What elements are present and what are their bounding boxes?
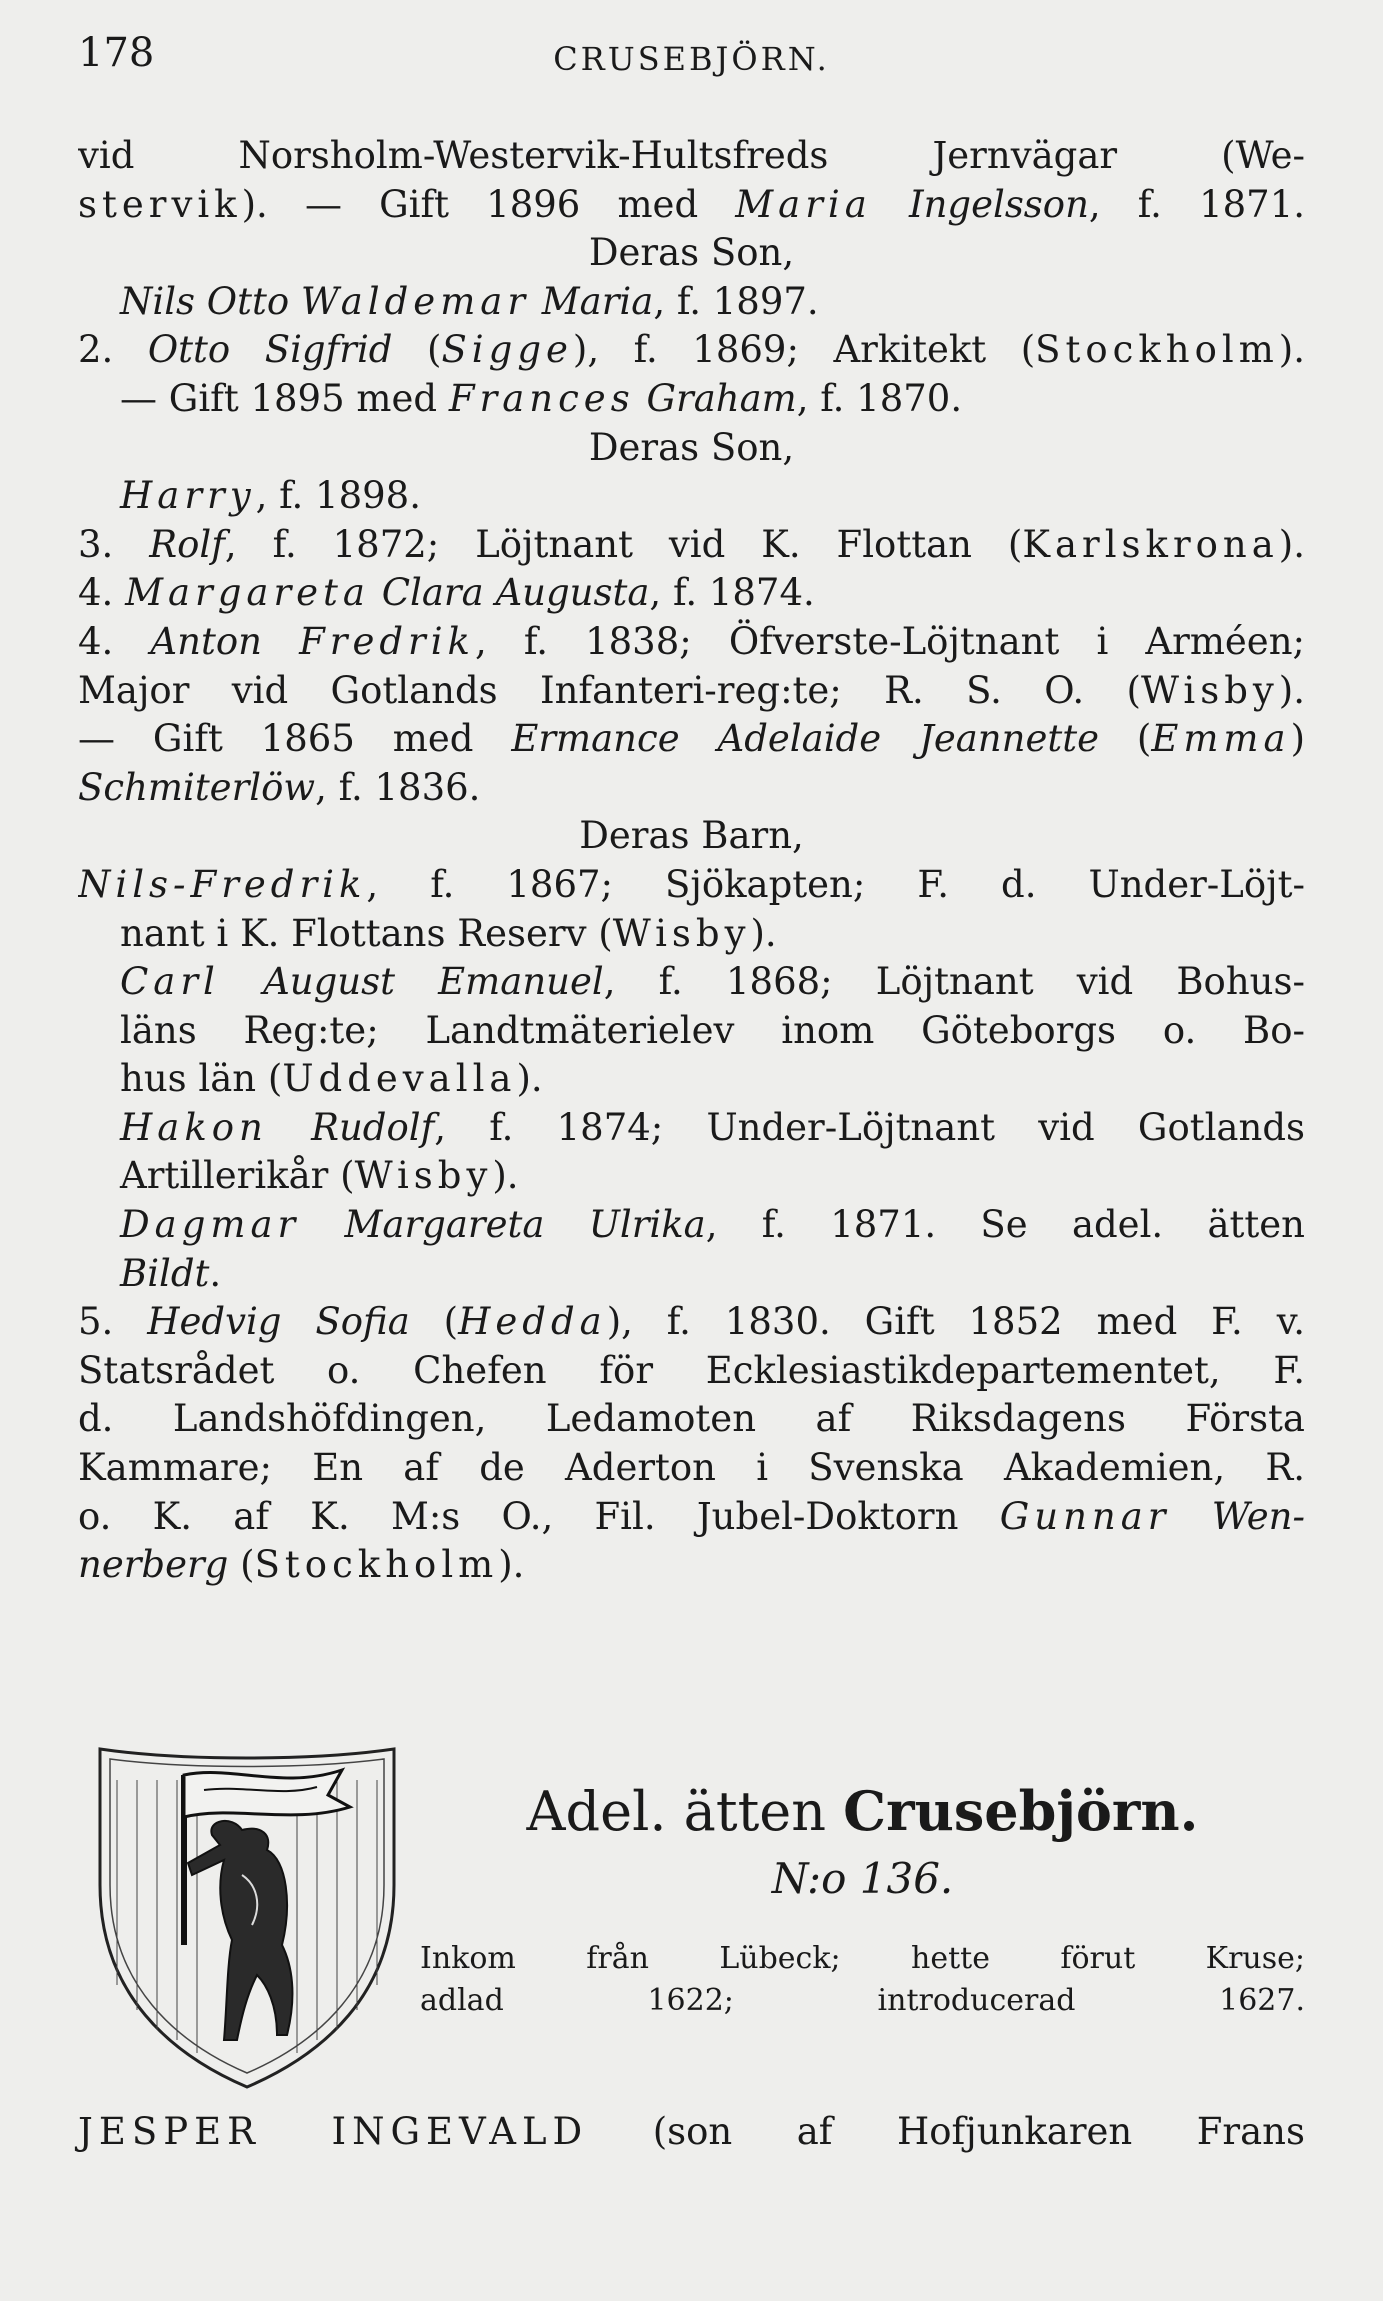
text-line xyxy=(78,1395,1305,1444)
text-run: Maria xyxy=(735,182,872,226)
text-run: stervik xyxy=(78,182,242,226)
text-run: nant i K. Flottans Reserv ( xyxy=(120,911,613,955)
text-run: Dagmar xyxy=(120,1203,301,1247)
text-run: 2. xyxy=(78,328,148,372)
text-run: Wisby xyxy=(1141,668,1279,712)
text-line xyxy=(78,910,1305,959)
text-run: , f. 1868; Löjtnant vid Bohus- xyxy=(603,960,1305,1004)
text-run: nerberg xyxy=(78,1543,229,1587)
text-run: , f. 1871. Se adel. ätten xyxy=(705,1203,1305,1247)
text-run: Wisby xyxy=(354,1154,493,1198)
text-run: Deras Son, xyxy=(588,231,795,275)
text-line xyxy=(78,812,1305,861)
text-line xyxy=(78,1201,1305,1250)
text-run: Margareta xyxy=(125,571,370,615)
text-run: Ingelsson xyxy=(908,182,1089,226)
text-line xyxy=(78,1347,1305,1396)
text-run: ). — Gift 1896 med xyxy=(241,182,736,226)
text-run: Statsrådet o. Chefen för Ecklesiastikdepartementet, F. xyxy=(78,1348,1305,1392)
text-run: , f. 1874; Under-Löjtnant vid Gotlands xyxy=(434,1105,1305,1149)
next-entry-name: JESPER INGEVALD xyxy=(78,2110,589,2153)
text-line xyxy=(78,229,1305,278)
text-line xyxy=(78,424,1305,473)
text-run: Graham xyxy=(634,376,797,420)
text-run: Emma xyxy=(1151,717,1291,761)
family-desc-line: Inkom från Lübeck; hette förut Kruse; xyxy=(420,1941,1305,1976)
text-run: Wen- xyxy=(1170,1494,1305,1538)
text-run: , f. 1871. xyxy=(1088,182,1305,226)
text-line xyxy=(78,181,1305,230)
text-line xyxy=(78,1104,1305,1153)
text-run: Gunnar xyxy=(999,1494,1171,1538)
family-desc-line: adlad 1622; introducerad 1627. xyxy=(420,1983,1305,2018)
text-run: Karlskrona xyxy=(1022,522,1279,566)
text-line xyxy=(78,375,1305,424)
text-line xyxy=(78,472,1305,521)
family-title xyxy=(420,1775,1305,1848)
text-run: , f. 1870. xyxy=(796,376,963,420)
text-run: Otto Sigfrid xyxy=(147,328,393,372)
text-run: August Emanuel xyxy=(219,960,604,1004)
text-run: 3. xyxy=(78,522,150,566)
text-run: Fredrik xyxy=(299,619,475,663)
text-line xyxy=(78,326,1305,375)
text-run: ), f. 1830. Gift 1852 med F. v. xyxy=(606,1300,1305,1344)
text-run: Carl xyxy=(120,960,220,1004)
family-title-prefix: Adel. ätten xyxy=(526,1780,844,1843)
text-line xyxy=(78,1493,1305,1542)
text-run: o. K. af K. M:s O., Fil. Jubel-Doktorn xyxy=(78,1494,1000,1538)
text-run: ). xyxy=(1278,328,1305,372)
text-run: 5. xyxy=(78,1300,148,1344)
text-run: — Gift 1865 med xyxy=(78,717,512,761)
text-run: hus län ( xyxy=(120,1057,283,1101)
text-run: Nils-Fredrik xyxy=(78,862,367,906)
text-run: ). xyxy=(1278,668,1305,712)
running-head: CRUSEBJÖRN. xyxy=(553,40,830,78)
text-run: ) xyxy=(1290,717,1305,761)
text-line xyxy=(78,764,1305,813)
text-run: Rudolf xyxy=(267,1105,435,1149)
text-run: Bildt xyxy=(120,1251,210,1295)
text-run: Artillerikår ( xyxy=(120,1154,355,1198)
text-run: ( xyxy=(1098,717,1152,761)
text-run: ( xyxy=(409,1300,459,1344)
text-run: Rolf xyxy=(149,522,225,566)
text-run: Major vid Gotlands Infanteri-reg:te; R. S. O. ( xyxy=(78,668,1141,712)
text-line xyxy=(78,958,1305,1007)
text-run: , f. 1897. xyxy=(653,279,819,323)
text-run: Frances xyxy=(448,376,635,420)
text-run: , f. 1836. xyxy=(315,765,481,809)
text-run: Hedda xyxy=(458,1300,607,1344)
text-run: , f. 1867; Sjökapten; F. d. Under-Löjt- xyxy=(366,862,1305,906)
text-run: Stockholm xyxy=(1035,328,1279,372)
text-run: vid Norsholm-Westervik-Hultsfreds Jernvägar (We- xyxy=(78,134,1305,177)
text-run xyxy=(872,183,909,226)
text-run: Nils Otto xyxy=(120,279,301,323)
text-run: Wisby xyxy=(612,911,751,955)
text-line xyxy=(78,1055,1305,1104)
text-run: , f. 1898. xyxy=(255,474,421,518)
text-line xyxy=(78,1541,1305,1590)
text-line xyxy=(78,521,1305,570)
coat-of-arms-icon xyxy=(92,1735,402,2095)
text-run: Anton xyxy=(150,619,262,663)
text-line xyxy=(78,569,1305,618)
family-section xyxy=(420,1775,1305,2022)
text-run: Deras Barn, xyxy=(579,814,804,858)
text-line xyxy=(78,1152,1305,1201)
text-line xyxy=(78,1007,1305,1056)
text-run: Harry xyxy=(120,474,256,518)
text-run: , f. 1874. xyxy=(649,571,815,615)
family-number: N:o 136. xyxy=(771,1854,954,1903)
text-line xyxy=(78,715,1305,764)
text-run: Uddevalla xyxy=(282,1057,517,1101)
text-run: ( xyxy=(392,328,442,372)
text-run: läns Reg:te; Landtmäterielev inom Göteborgs o. Bo- xyxy=(120,1008,1305,1052)
family-title-name: Crusebjörn. xyxy=(843,1779,1199,1843)
text-run: ). xyxy=(498,1543,525,1587)
text-run: Margareta Ulrika xyxy=(300,1203,706,1247)
next-entry-line xyxy=(78,2108,1305,2156)
page-header xyxy=(78,30,1305,80)
text-run: Sigge xyxy=(441,328,573,372)
next-entry-rest: (son af Hofjunkaren Frans xyxy=(588,2110,1305,2153)
text-run: Deras Son, xyxy=(588,425,795,469)
text-run: 4. xyxy=(78,619,151,663)
text-line xyxy=(78,667,1305,716)
family-description xyxy=(420,1938,1305,2022)
page-number: 178 xyxy=(78,30,155,76)
text-run: Ermance Adelaide Jeannette xyxy=(511,717,1099,761)
text-run: Schmiterlöw xyxy=(78,765,316,809)
text-run: , f. 1838; Öfverste-Löjtnant i Arméen; xyxy=(474,619,1305,663)
text-run: ( xyxy=(228,1543,255,1587)
text-line xyxy=(78,1444,1305,1493)
text-run: ). xyxy=(1278,522,1305,566)
text-run: Waldemar xyxy=(300,279,531,323)
text-run: Maria xyxy=(530,279,654,323)
text-run: — Gift 1895 med xyxy=(120,376,449,420)
text-line xyxy=(78,861,1305,910)
text-line xyxy=(78,618,1305,667)
text-run: ). xyxy=(750,911,777,955)
text-run: ), f. 1869; Arkitekt ( xyxy=(572,328,1036,372)
text-run: ). xyxy=(516,1057,543,1101)
text-run: Hedvig Sofia xyxy=(147,1300,410,1344)
text-line xyxy=(78,1298,1305,1347)
text-line xyxy=(78,1250,1305,1299)
text-run: Clara Augusta xyxy=(369,571,650,615)
text-run: d. Landshöfdingen, Ledamoten af Riksdagens Första xyxy=(78,1397,1305,1441)
text-run: ). xyxy=(492,1154,519,1198)
text-run: Stockholm xyxy=(254,1543,499,1587)
text-run xyxy=(262,620,299,663)
genealogy-text xyxy=(78,132,1305,1590)
text-line xyxy=(78,132,1305,181)
text-run: 4. xyxy=(78,571,126,615)
text-line xyxy=(78,278,1305,327)
text-run: Kammare; En af de Aderton i Svenska Akademien, R. xyxy=(78,1446,1305,1490)
text-run: . xyxy=(209,1251,222,1295)
text-run: , f. 1872; Löjtnant vid K. Flottan ( xyxy=(224,522,1023,566)
text-run: Hakon xyxy=(120,1105,268,1149)
